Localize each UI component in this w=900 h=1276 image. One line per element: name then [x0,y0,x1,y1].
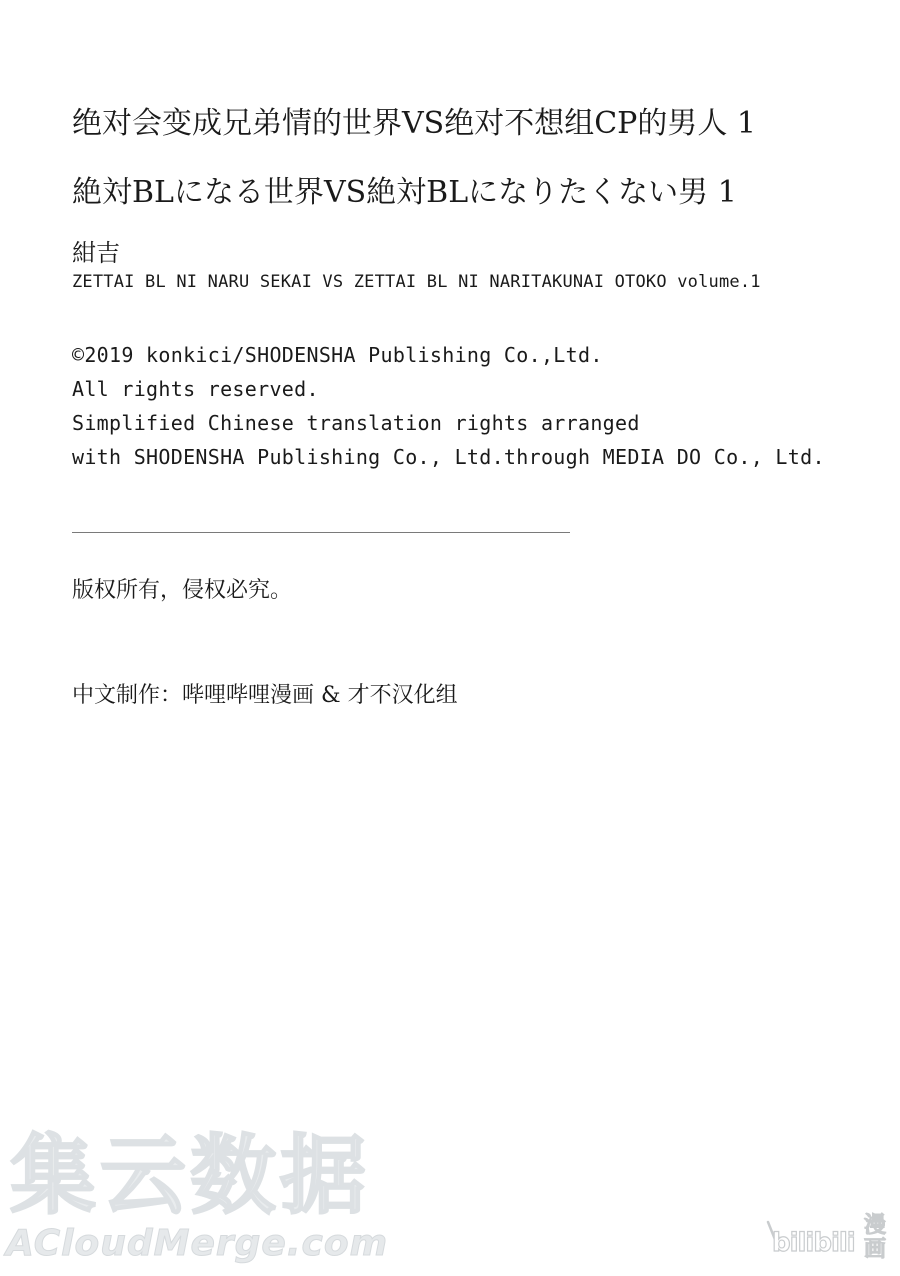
rights-notice: 版权所有，侵权必究。 [72,578,293,603]
copyright-notice [72,338,825,474]
bilibili-manhua-logo [764,1212,894,1268]
author-name: 紺吉 [72,239,120,267]
manhua-logo-text: 漫画 [864,1213,887,1262]
copyright-line: All rights reserved. [72,377,319,401]
copyright-line: ©2019 konkici/SHODENSHA Publishing Co.,Ltd. [72,343,603,367]
copyright-line: Simplified Chinese translation rights arranged [72,411,640,435]
translation-credits: 中文制作：哔哩哔哩漫画 & 才不汉化组 [72,683,458,708]
chinese-title: 绝对会变成兄弟情的世界VS绝对不想组CP的男人 1 [72,106,756,141]
copyright-line: with SHODENSHA Publishing Co., Ltd.through MEDIA DO Co., Ltd. [72,445,825,469]
watermark-english-text: ACloudMerge.com [6,1223,389,1264]
watermark-chinese-text: 集云数据 [10,1126,370,1226]
bilibili-logo-text: bilibili [772,1228,855,1258]
romaji-title: ZETTAI BL NI NARU SEKAI VS ZETTAI BL NI NARITAKUNAI OTOKO volume.1 [72,272,761,292]
japanese-title: 絶対BLになる世界VS絶対BLになりたくない男 1 [72,175,737,210]
divider [72,532,570,533]
watermark-acloudmerge [4,1128,404,1268]
